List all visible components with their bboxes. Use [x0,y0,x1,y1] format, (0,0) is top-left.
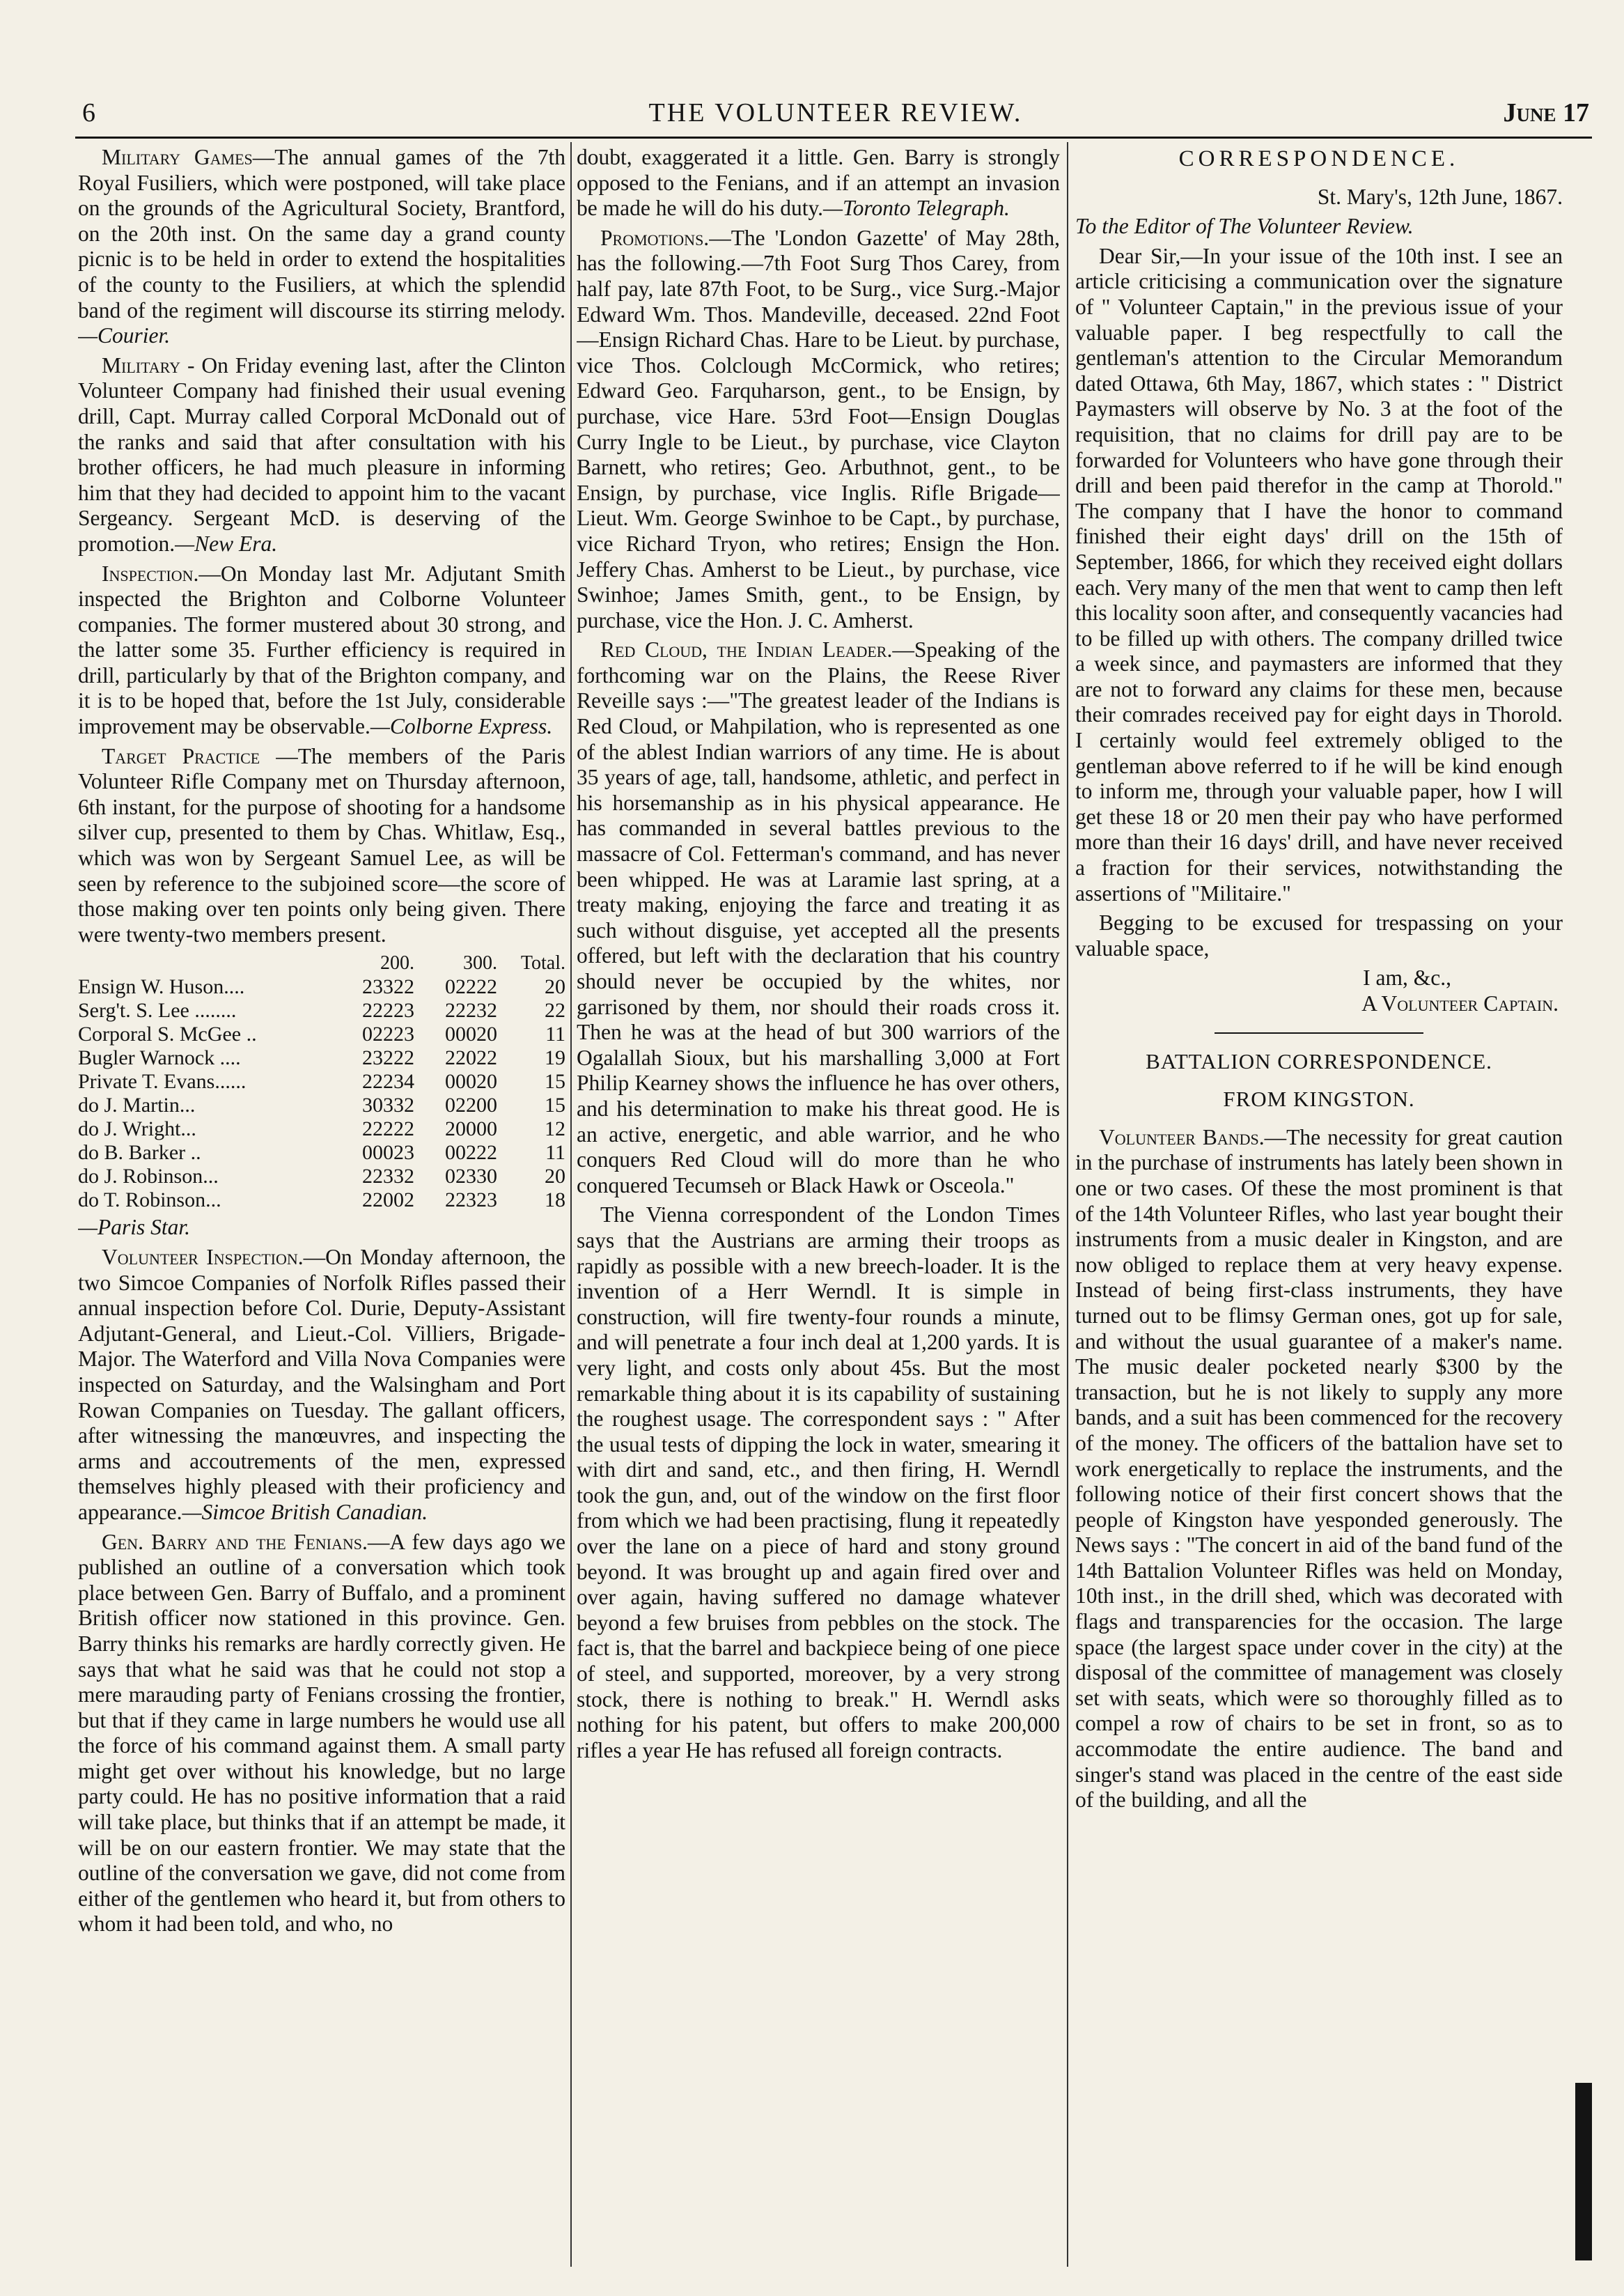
table-cell: 02223 [362,1023,414,1046]
table-cell: 11 [545,1023,565,1046]
table-row [78,1046,565,1070]
table-cell: 22222 [362,1117,414,1141]
article-text: —The annual games of the 7th Royal Fusiliers, which were postponed, will take place on the grounds of the Agricultural Society, Brantford, on the 20th inst. On the same day a grand county picnic is to be held in order to extend the hospitalities of the county to the Fusiliers, at which the splendid band of the regiment will discourse its stirring melody. [78,145,565,323]
article-vienna-rifle [577,1202,1060,1763]
table-cell: 22332 [362,1165,414,1188]
letter-body: Dear Sir,—In your issue of the 10th inst. I see an article criticising a communication over the signature of " Volunteer Captain," in the previous issue of your valuable paper. I beg respectfully to call the gentleman's attention to the Circular Memorandum dated Ottawa, 6th May, 1867, which states : " District Paymasters will observe by No. 3 at the foot of the requisition, that no claims for drill pay are to be forwarded for Volunteers who have gone through their drill and been paid therefor in the camp at Thorold." The company that I have the honor to command finished their eight days' drill on the 15th of September, 1866, for which they received eight dollars each. Very many of the men that went to camp then left this locality soon after, and consequently vacancies had to be filled up with others. The company drilled twice a week since, and paymasters are informed that they are not to forward any claims for these men, because their comrades received pay for eight days in Thorold. I certainly would feel extremely obliged to the gentleman above referred to if he will be kind enough to inform me, through your valuable paper, how I will get these 18 or 20 men their pay who have performed more than their 16 days' drill, and have never received a fraction for their services, notwithstanding the assertions of "Militaire." [1075,243,1563,906]
table-cell: 11 [545,1141,565,1165]
table-row [78,1094,565,1117]
article-military [78,353,565,557]
table-header-row [78,952,565,975]
article-text: The Vienna correspondent of the London Times says that the Austrians are arming their troops as rapidly as possible with a new breech-loader. It is the invention of a Herr Werndl. It is simple in construction, will fire twenty-four rounds a minute, and will penetrate a four inch deal at 1,200 yards. It is very light, and costs only about 45s. But the most remarkable thing about it is its capability of sustaining the roughest usage. The correspondent says : " After the usual tests of dipping the lock in water, smearing it with dirt and sand, etc., and then firing, H. Werndl took the gun, and, out of the window on the first floor from which we had been practising, flung it repeatedly over the lane on a piece of hard and stony ground beyond. It was brought up and again fired over and over again, having suffered no damage whatever beyond a few bruises from pebbles on the stock. The fact is, that the barrel and backpiece being of one piece of steel, and supported, moreover, by a very strong stock, there is nothing to break." H. Werndl asks nothing for his patent, but offers to make 200,000 rifles a year He has refused all foreign contracts. [577,1202,1060,1762]
table-cell: 02222 [445,975,497,999]
table-row [78,975,565,999]
table-cell: 15 [545,1070,565,1094]
table-cell: Private T. Evans...... [78,1070,247,1094]
table-row [78,1070,565,1094]
table-cell: 22002 [362,1188,414,1212]
article-head: Gen. Barry and the Fenians. [102,1529,368,1554]
article-text: —On Monday afternoon, the two Simcoe Companies of Norfolk Rifles passed their annual inspection before Col. Durie, Deputy-Assistant Adjutant-General, and Lieut.-Col. Villiers, Brigade-Major. The Waterford and Villa Nova Companies were inspected on Saturday, and the Walsingham and Port Rowan Companies on Tuesday. The gallant officers, after witnessing the manœuvres, and inspecting the arms and accoutrements of the men, expressed themselves highly pleased with their proficiency and appearance. [78,1245,565,1524]
article-text: —The 'London Gazette' of May 28th, has the following.—7th Foot Surg Thos Carey, from half pay, late 87th Foot, to be Surg., vice Surg.-Major Edward Wm. Thos. Mandeville, deceased. 22nd Foot—Ensign Richard Chas. Hare to be Lieut. by purchase, vice Thos. Colclough McCormick, who retires; Edward Geo. Farquharson, gent., to be Ensign, by purchase, vice Hare. 53rd Foot—Ensign Douglas Curry Ingle to be Lieut., by purchase, vice Clayton Barnett, who retires; Geo. Arbuthnot, gent., to be Ensign, by purchase, vice Inglis. Rifle Brigade—Lieut. Wm. George Swinhoe to be Capt., by purchase, vice Richard Tryon, who retires; Ensign the Hon. Jeffery Chas. Amherst to be Lieut., by purchase, vice Swinhoe; James Smith, gent., to be Ensign, by purchase, vice the Hon. J. C. Amherst. [577,225,1060,633]
table-row [78,1023,565,1046]
table-cell: 19 [545,1046,565,1070]
table-cell: do J. Robinson... [78,1165,219,1188]
table-cell: 23222 [362,1046,414,1070]
table-cell: Bugler Warnock .... [78,1046,241,1070]
article-source: —Colborne Express. [370,714,553,739]
article-head: Inspection. [102,561,199,586]
table-cell: do J. Martin... [78,1094,196,1117]
article-text: —The members of the Paris Volunteer Rifle Company met on Thursday afternoon, 6th instant, for the purpose of shooting for a handsome silver cup, presented to them by Chas. Whitlaw, Esq., which was won by Sergeant Samuel Lee, as will be seen by reference to the subjoined score—the score of those making over ten points only being given. There were twenty-two members present. [78,743,565,947]
article-source: —New Era. [175,531,278,556]
page-number: 6 [82,98,95,127]
article-head: Military Games [102,145,253,169]
table-row [78,999,565,1023]
table-cell: 02330 [445,1165,497,1188]
table-cell: 00020 [445,1023,497,1046]
article-target-practice [78,744,565,948]
article-head: Military [102,352,181,378]
article-head: Target Practice [102,743,260,768]
section-divider [1215,1032,1423,1034]
table-cell: 22223 [362,999,414,1023]
table-cell: 22234 [362,1070,414,1094]
table-row [78,1141,565,1165]
article-volunteer-bands [1075,1125,1563,1813]
table-cell: 15 [545,1094,565,1117]
table-cell: 22 [545,999,565,1023]
table-row [78,1117,565,1141]
table-cell: 20 [545,975,565,999]
article-head: Red Cloud, the Indian Leader. [600,637,893,662]
header-rule [75,137,1592,139]
article-text: —On Monday last Mr. Adjutant Smith inspected the Brighton and Colborne Volunteer companies. The former mustered about 30 strong, and the latter some 35. Further efficiency is required in drill, particularly by that of the Brighton company, and it is to be hoped that, before the 1st July, considerable improvement may be observable. [78,561,565,739]
table-cell: 20 [545,1165,565,1188]
table-header-cell: Total. [520,952,565,975]
letter-signature: A Volunteer Captain. [1361,991,1559,1016]
table-header-cell [78,952,346,975]
article-gen-barry [78,1530,565,1938]
article-red-cloud [577,637,1060,1198]
article-head: Promotions. [600,225,710,250]
table-row [78,1188,565,1212]
letter-sign-off: I am, &c., [1363,965,1451,991]
table-cell: 23322 [362,975,414,999]
column-2 [577,145,1060,2261]
article-volunteer-inspection [78,1245,565,1526]
table-cell: do T. Robinson... [78,1188,221,1212]
table-cell: do B. Barker .. [78,1141,201,1165]
table-cell: 12 [545,1117,565,1141]
article-source: —Toronto Telegraph. [823,196,1010,221]
table-cell: 00020 [445,1070,497,1094]
article-military-games [78,145,565,349]
article-source: —Courier. [78,323,171,348]
table-cell: Corporal S. McGee .. [78,1023,257,1046]
column-1 [78,145,565,2261]
table-cell: 22022 [445,1046,497,1070]
letter-closing: Begging to be excused for trespassing on your valuable space, [1075,910,1563,961]
article-source: —Simcoe British Canadian. [182,1499,428,1524]
table-cell: 00023 [362,1141,414,1165]
table-cell: Serg't. S. Lee ........ [78,999,237,1023]
score-table [78,952,565,1212]
masthead [82,92,1589,134]
table-cell: do J. Wright... [78,1117,196,1141]
table-cell: 20000 [445,1117,497,1141]
table-cell: 22323 [445,1188,497,1212]
table-header-cell: 300. [463,952,497,975]
article-head: Volunteer Inspection. [102,1245,304,1269]
article-text: —Speaking of the forthcoming war on the Plains, the Reese River Reveille says :—"The greatest leader of the Indians is Red Cloud, or Mahpilation, who is represented as one of the ablest Indian warriors of any time. He is about 35 years of age, tall, handsome, athletic, and perfect in his horsemanship as in his physical appearance. He has commanded in several battles previous to the massacre of Col. Fetterman's command, and has never been whipped. He was at Laramie last spring, at a treaty making, enjoying the farce and treating it as such without disguise, yet accepted all the presents offered, but left with the declaration that his country should never be occupied by the whites, nor garrisoned by them, nor should their roads cross it. Then he was at the head of but 300 warriors of the Ogalallah Sioux, but his marshalling 3,000 at Fort Philip Kearney shows the influence he has over others, and his determination to make his threat good. He is an active, energetic, and able warrior, and he who conquers Red Cloud will do more than he who conquered Tecumseh or Black Hawk or Osceola." [577,637,1060,1197]
table-row [78,1165,565,1188]
article-text: - On Friday evening last, after the Clinton Volunteer Company had finished their usual evening drill, Capt. Murray called Corporal McDonald out of the ranks and said that after consultation with his brother officers, he had much pleasure in informing him that they had decided to appoint him to the vacant Sergeancy. Sergeant McD. is deserving of the promotion. [78,352,565,556]
letter-addressee: To the Editor of The Volunteer Review. [1075,214,1414,239]
article-promotions [577,226,1060,634]
table-header-cell: 200. [380,952,414,975]
article-text: doubt, exaggerated it a little. Gen. Barry is strongly opposed to the Fenians, and if an attempt an invasion be made he will do his duty. [577,145,1060,221]
table-cell: 00222 [445,1141,497,1165]
article-continuation [577,145,1060,222]
letter-dateline: St. Mary's, 12th June, 1867. [1317,184,1563,209]
subsection-heading-kingston: FROM KINGSTON. [1223,1087,1415,1112]
table-cell: Ensign W. Huson.... [78,975,245,999]
article-text: —The necessity for great caution in the purchase of instruments has lately been shown in one or two cases. Of these the most prominent is that of the 14th Volunteer Rifles, who last year bought their instruments from a music dealer in Kingston, and are now obliged to replace them at very heavy expense. Instead of being first-class instruments, they have turned out to be flimsy German ones, got up for sale, and without the usual guarantee of a maker's name. The music dealer pocketed nearly $300 by the transaction, but he is not likely to supply any more bands, and a suit has been commenced for the recovery of the money. The officers of the battalion have set to work energetically to replace the instruments, and the following notice of their first concert shows that the people of Kingston have yesponded generously. The News says : "The concert in aid of the band fund of the 14th Battalion Volunteer Rifles was held on Monday, 10th inst., in the drill shed, which was decorated with flags and transparencies for the occasion. The large space (the largest space under cover in the city) at the disposal of the committee of management was closely set with seats, which were so thoroughly filled as to compel a row of chairs to be set in front, so as to accommodate the entire audience. The band and singer's stand was placed in the centre of the east side of the building, and all the [1075,1124,1563,1813]
section-heading-correspondence: CORRESPONDENCE. [1178,146,1460,171]
section-heading-battalion: BATTALION CORRESPONDENCE. [1146,1048,1492,1073]
column-divider-2 [1067,142,1068,2267]
column-3 [1075,145,1563,2261]
publication-title: THE VOLUNTEER REVIEW. [648,98,1023,127]
table-cell: 18 [545,1188,565,1212]
article-inspection [78,561,565,740]
margin-black-bar [1575,2083,1592,2260]
table-cell: 30332 [362,1094,414,1117]
article-head: Volunteer Bands. [1099,1124,1265,1149]
column-divider-1 [570,142,572,2267]
table-cell: 02200 [445,1094,497,1117]
table-cell: 22232 [445,999,497,1023]
article-text: —A few days ago we published an outline of a conversation which took place between Gen. Barry of Buffalo, and a prominent British officer now stationed in this province. Gen. Barry thinks his remarks are hardly correctly given. He says that what he said was that he could not stop a mere marauding party of Fenians crossing the frontier, but that if they came in large numbers he would use all the force of his command against them. A small party might get over without his knowledge, but no large party could. He has no positive information that a raid will take place, but thinks that if an attempt be made, it will be on our eastern frontier. We may state that the outline of the conversation we gave, did not come from either of the gentlemen who heard it, but from others to whom it had been told, and who, no [78,1529,565,1937]
issue-date: June 17 [1503,98,1589,127]
table-source: —Paris Star. [78,1215,191,1240]
